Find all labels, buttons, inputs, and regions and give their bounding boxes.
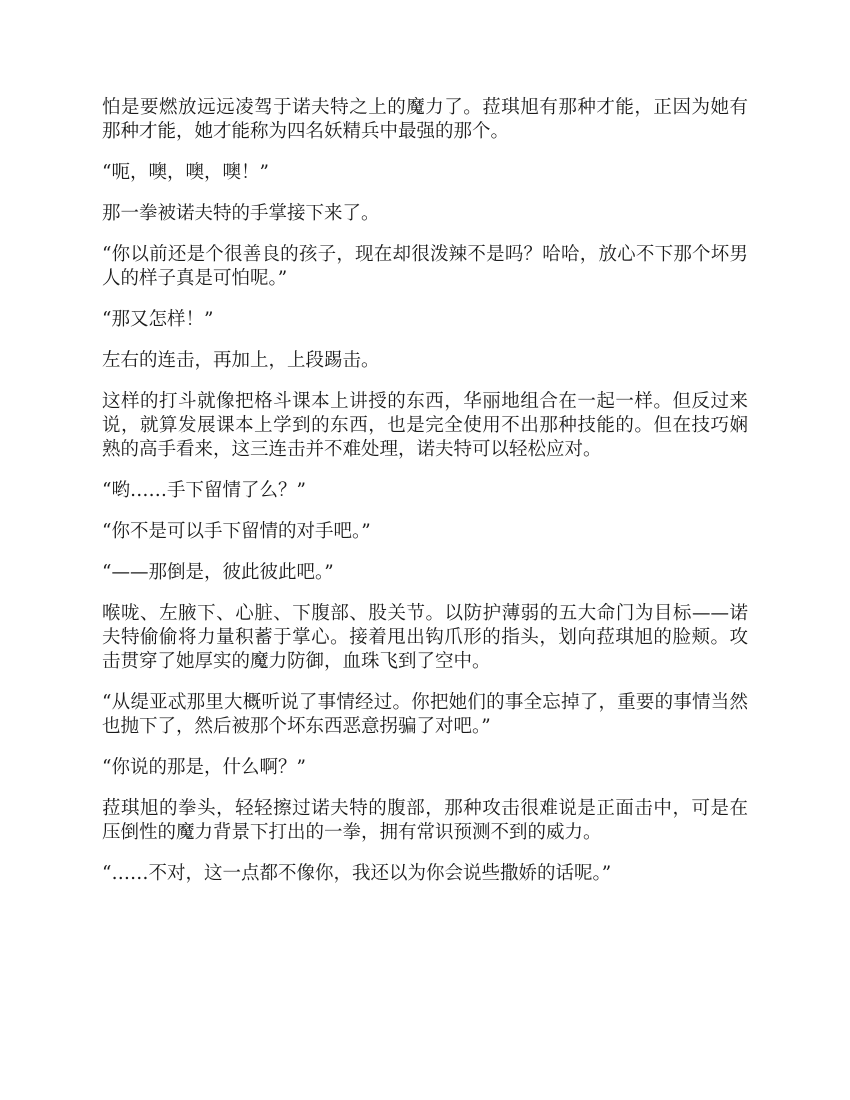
paragraph: “……不对，这一点都不像你，我还以为你会说些撒娇的话呢。”: [102, 863, 612, 884]
paragraph: 这样的打斗就像把格斗课本上讲授的东西，华丽地组合在一起一样。但反过来说，就算发展课本上学到的东西，也是完全使用不出那种技能的。但在技巧娴熟的高手看来，这三连击并不难处理，诺夫特可以轻松应对。: [102, 391, 748, 460]
paragraph: “哟……手下留情了么？”: [102, 480, 306, 501]
document-page: [102, 96, 748, 903]
paragraph: “你不是可以手下留情的对手吧。”: [102, 521, 371, 542]
paragraph: “呃，噢，噢，噢！”: [102, 162, 269, 183]
paragraph: 菈琪旭的拳头，轻轻擦过诺夫特的腹部，那种攻击很难说是正面击中，可是在压倒性的魔力背景下打出的一拳，拥有常识预测不到的威力。: [102, 798, 748, 843]
paragraph: 那一拳被诺夫特的手掌接下来了。: [102, 203, 380, 224]
paragraph: “你以前还是个很善良的孩子，现在却很泼辣不是吗？哈哈，放心不下那个坏男人的样子真是可怕呢。”: [102, 244, 748, 289]
paragraph: 喉咙、左腋下、心脏、下腹部、股关节。以防护薄弱的五大命门为目标——诺夫特偷偷将力量积蓄于掌心。接着甩出钩爪形的指头，划向菈琪旭的脸颊。攻击贯穿了她厚实的魔力防御，血珠飞到了空中。: [102, 603, 748, 672]
paragraph: “你说的那是，什么啊？”: [102, 757, 306, 778]
paragraph: “从缇亚忒那里大概听说了事情经过。你把她们的事全忘掉了，重要的事情当然也抛下了，然后被那个坏东西恶意拐骗了对吧。”: [102, 692, 748, 737]
paragraph: 左右的连击，再加上，上段踢击。: [102, 350, 380, 371]
paragraph: 怕是要燃放远远凌驾于诺夫特之上的魔力了。菈琪旭有那种才能，正因为她有那种才能，她才能称为四名妖精兵中最强的那个。: [102, 97, 748, 142]
paragraph: “那又怎样！”: [102, 309, 214, 330]
paragraph: “——那倒是，彼此彼此吧。”: [102, 562, 334, 583]
